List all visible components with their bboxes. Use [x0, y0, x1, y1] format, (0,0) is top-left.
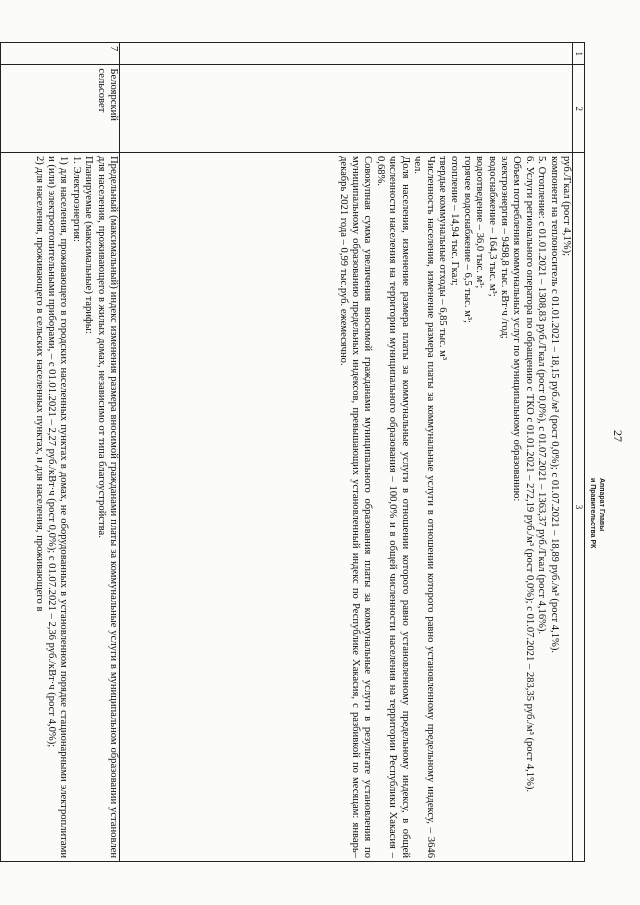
text-line: Планируемые (максимальные) тарифы:: [83, 156, 95, 334]
stamp-line-1: Аппарат Главы: [598, 478, 605, 532]
text-line: компонент на теплоноситель с 01.01.2021 – 18,15 руб./м³ (рост 0,0%); с 01.07.2021 – 18,89 руб./м³ (рост 4,1%).: [548, 156, 560, 654]
header-col-2: 2: [573, 65, 585, 153]
description-cell: [120, 153, 573, 862]
page-number: 27: [611, 430, 625, 442]
text-line: водоотведение – 36,0 тыс. м³;: [474, 156, 486, 289]
text-line: 5. Отопление: с 01.01.2021 – 1308,83 руб./Гкал (рост 0,0%), с 01.07.2021 – 1363,37 руб./Гкал (рост 4,16%).: [536, 156, 548, 635]
text-line: 6. Услуги регионального оператора по обращению с ТКО с 01.01.2021 – 272,19 руб./м³ (рост 0,0%); с 01.07.2021 – 283,35 руб./м³ (рост 4,1%).: [523, 156, 535, 793]
stamp-line-2: и Правительства РК: [589, 478, 596, 549]
text-line: 1) для населения, проживающего в городских населенных пунктах в домах, не оборудованных в установленном порядке стационарными электроплитами и (или) электроотопительными приборами, – с 01.01.2021 – 2,27 руб./кВт·ч (рост 0,0%); с 01.07.2021 – 2,36 руб./кВт·ч (рост 4,0%);: [45, 156, 70, 858]
row-number-cell: 7: [1, 43, 120, 65]
row-number-cell: [120, 43, 573, 65]
text-line: руб./Гкал (рост 4,1%);: [561, 156, 572, 257]
text-line: Предельный (максимальный) индекс изменения размера вносимой гражданами платы за коммунальные услуги в муниципальном образовании установлен для населения, проживающего в жилых домах, независимо от типа благоустройства.: [95, 156, 119, 858]
header-col-3: 3: [573, 153, 585, 862]
municipality-cell: [120, 65, 573, 153]
rotated-table-container: [33, 42, 585, 862]
text-line: 1. Электроэнергия:: [70, 156, 82, 242]
municipality-cell: Белоярский сельсовет: [1, 65, 120, 153]
text-line: отопление – 14,94 тыс. Гкал;: [449, 156, 461, 286]
table-row: [1, 43, 120, 862]
text-line: Объем потребления коммунальных услуг по муниципальному образованию:: [511, 156, 523, 502]
table-row: [120, 43, 573, 862]
text-line: горячее водоснабжение – 6,5 тыс. м³;: [461, 156, 473, 323]
text-line: Совокупная сумма увеличения вносимой гражданами муниципального образования платы за коммунальные услуги в результате установления по муниципальному образованию предельных индексов, превышающих установленный индекс по Республике Хакасия, с разбивкой по месяцам: январь–декабрь 2021 года – 0,99 тыс.руб. ежемесячно.: [337, 156, 374, 858]
text-line: Численность населения, изменение размера платы за коммунальные услуги в отношении которого равно установленному предельному индексу, – 3646 чел.: [412, 156, 436, 858]
text-line: электроэнергия – 9498,8 тыс. кВт·ч /год;: [498, 156, 510, 339]
header-col-1: 1: [573, 43, 585, 65]
tariff-table: [0, 42, 585, 862]
text-line: водоснабжение – 164,3 тыс. м³;: [486, 156, 498, 297]
text-line: Доля населения, изменение размера платы за коммунальные услуги в отношении которого равно установленному предельному индексу, в общей численности населения на территории муниципального образования – 100,0% и в общей численности населения на территории Республики Хакасия – 0,68%.: [374, 156, 411, 858]
description-cell: [1, 153, 120, 862]
text-line: твердые коммунальные отходы – 6,85 тыс. м³: [436, 156, 448, 361]
header-row: [573, 43, 585, 862]
text-line: 2) для населения, проживающего в сельских населенных пунктах, и для населения, проживающего в: [33, 156, 45, 612]
